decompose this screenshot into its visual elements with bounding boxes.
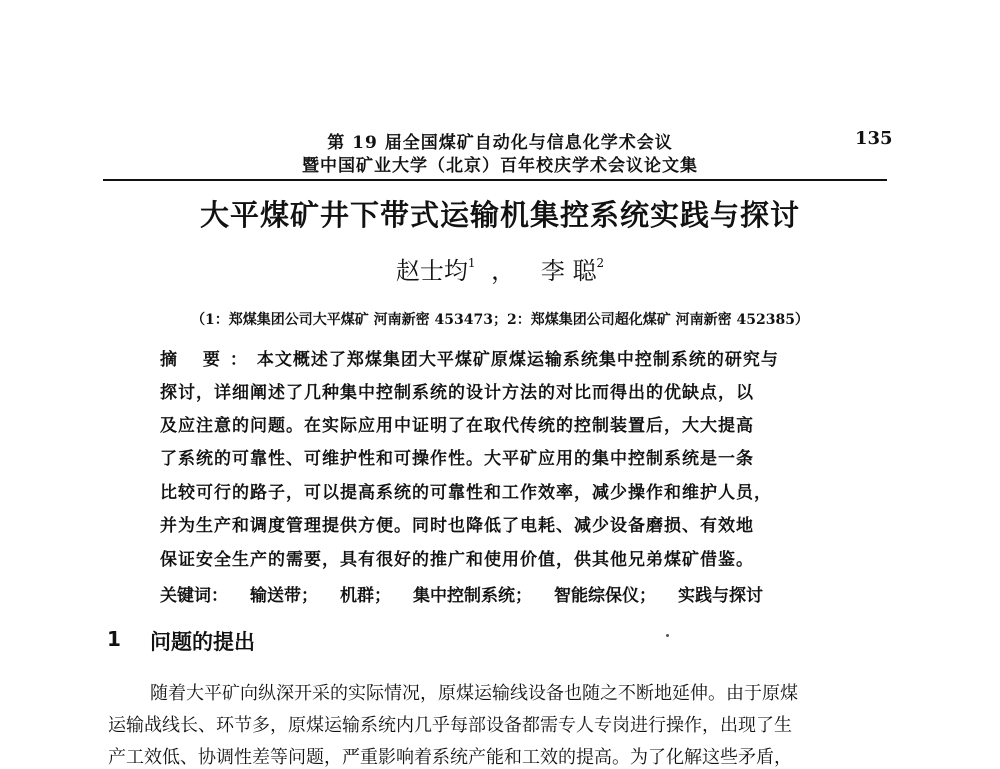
paper-title: 大平煤矿井下带式运输机集控系统实践与探讨 — [199, 198, 800, 232]
page-number: 135 — [855, 128, 893, 149]
author-name: 赵士均 — [395, 257, 468, 285]
body-text-line: 运输战线长、环节多，原煤运输系统内几乎每部设备都需专人专岗进行操作，出现了生 — [108, 715, 792, 736]
abstract-line: 保证安全生产的需要，具有很好的推广和使用价值，供其他兄弟煤矿借鉴。 — [160, 550, 754, 570]
keywords — [160, 581, 763, 606]
keyword: 智能综保仪； — [554, 586, 656, 606]
abstract-line: 并为生产和调度管理提供方便。同时也降低了电耗、减少设备磨损、有效地 — [160, 516, 754, 536]
author-affiliation-mark: 2 — [596, 256, 605, 270]
conference-title-line-1: 第 19 届全国煤矿自动化与信息化学术会议 — [327, 133, 673, 153]
abstract-line: 比较可行的路子，可以提高系统的可靠性和工作效率，减少操作和维护人员， — [160, 483, 772, 503]
abstract-line: 探讨，详细阐述了几种集中控制系统的设计方法的对比而得出的优缺点，以 — [160, 383, 754, 403]
keyword: 实践与探讨 — [678, 586, 763, 606]
keywords-label: 关键词： — [160, 586, 228, 606]
abstract-line — [160, 345, 850, 370]
keyword: 输送带； — [250, 586, 318, 606]
header-rule — [103, 179, 887, 181]
author-line — [0, 251, 1000, 286]
scan-speck — [666, 634, 669, 637]
affiliation: （1：郑煤集团公司大平煤矿 河南新密 453473；2：郑煤集团公司超化煤矿 河南新密 452385） — [191, 312, 809, 328]
section-title: 问题的提出 — [150, 630, 255, 654]
abstract-text: 本文概述了郑煤集团大平煤矿原煤运输系统集中控制系统的研究与 — [256, 350, 779, 370]
abstract-line: 了系统的可靠性、可维护性和可操作性。大平矿应用的集中控制系统是一条 — [160, 449, 754, 469]
author-name: 李 聪 — [540, 257, 597, 285]
abstract-line: 及应注意的问题。在实际应用中证明了在取代传统的控制装置后，大大提高 — [160, 416, 754, 436]
keyword: 集中控制系统； — [413, 586, 532, 606]
conference-title-line-2: 暨中国矿业大学（北京）百年校庆学术会议论文集 — [302, 156, 698, 176]
keyword: 机群； — [340, 586, 391, 606]
body-text-line: 随着大平矿向纵深开采的实际情况，原煤运输线设备也随之不断地延伸。由于原煤 — [150, 683, 798, 704]
body-text-line: 产工效低、协调性差等问题，严重影响着系统产能和工效的提高。为了化解这些矛盾， — [108, 747, 792, 768]
section-number: 1 — [107, 627, 121, 651]
author-affiliation-mark: 1 — [467, 256, 476, 270]
author-separator: ， — [491, 257, 516, 285]
abstract-label: 摘 要： — [160, 350, 257, 370]
